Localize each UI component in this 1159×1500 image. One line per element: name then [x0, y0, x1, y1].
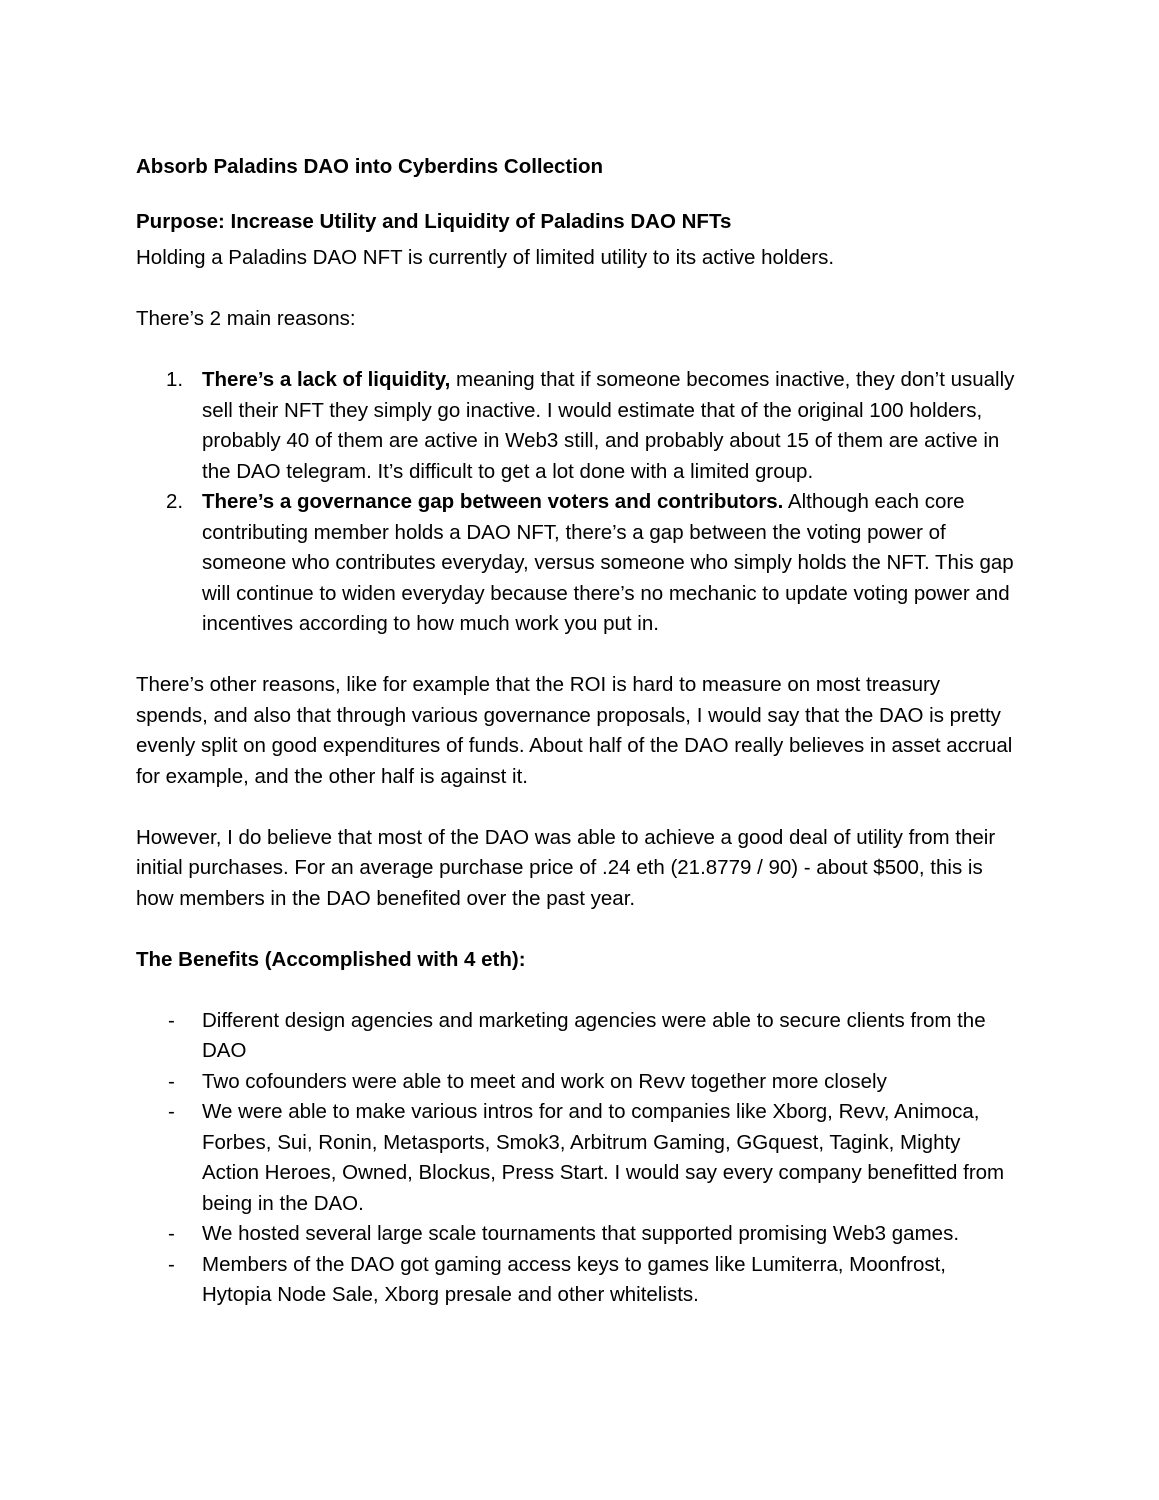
purpose-heading: Purpose: Increase Utility and Liquidity of Paladins DAO NFTs [136, 209, 732, 233]
list-item [136, 365, 1016, 487]
list-item: - Members of the DAO got gaming access keys to games like Lumiterra, Moonfrost, Hytopia Node Sale, Xborg presale and other whitelists. [136, 1250, 1016, 1311]
reason-rest-text: meaning that if someone becomes inactive, they don’t usually sell their NFT they simply go inactive. I would estimate that of the original 100 holders, probably 40 of them are active in Web3 still, and probably about 15 of them are active in the DAO telegram. It’s difficult to get a lot done with a limited group. [202, 368, 1015, 483]
benefits-list [136, 1006, 1016, 1311]
reasons-list [136, 365, 1016, 640]
other-reasons-paragraph: There’s other reasons, like for example that the ROI is hard to measure on most treasury spends, and also that through various governance proposals, I would say that the DAO is pretty evenly split on good expenditures of funds. About half of the DAO really believes in asset accrual for example, and the other half is against it. [136, 673, 1013, 788]
reason-rest-text: Although each core contributing member holds a DAO NFT, there’s a gap between the voting power of someone who contributes everyday, versus someone who simply holds the NFT. This gap will continue to widen everyday because there’s no mechanic to update voting power and incentives according to how much work you put in. [202, 490, 1014, 635]
however-paragraph: However, I do believe that most of the DAO was able to achieve a good deal of utility from their initial purchases. For an average purchase price of .24 eth (21.8779 / 90) - about $500, this is how members in the DAO benefited over the past year. [136, 825, 996, 910]
list-item [136, 487, 1016, 640]
page-title: Absorb Paladins DAO into Cyberdins Collection [136, 155, 603, 178]
list-item: - We hosted several large scale tournaments that supported promising Web3 games. [136, 1219, 1016, 1250]
section-spacer [136, 640, 1016, 671]
benefits-heading: The Benefits (Accomplished with 4 eth): [136, 947, 526, 971]
list-item: - Two cofounders were able to meet and work on Revv together more closely [136, 1067, 1016, 1098]
list-item: - Different design agencies and marketing agencies were able to secure clients from the DAO [136, 1006, 1016, 1067]
document-body [136, 152, 1016, 1311]
reasons-lead-paragraph: There’s 2 main reasons: [136, 307, 356, 330]
reason-bold-lead: There’s a governance gap between voters and contributors. [202, 490, 784, 513]
reason-bold-lead: There’s a lack of liquidity, [202, 368, 451, 391]
intro-paragraph: Holding a Paladins DAO NFT is currently of limited utility to its active holders. [136, 246, 835, 269]
list-item: - We were able to make various intros for and to companies like Xborg, Revv, Animoca, Forbes, Sui, Ronin, Metasports, Smok3, Arbitrum Gaming, GGquest, Tagink, Mighty Action Heroes, Owned, Blockus, Press Start. I would say every company benefitted from being in the DAO. [136, 1097, 1016, 1219]
